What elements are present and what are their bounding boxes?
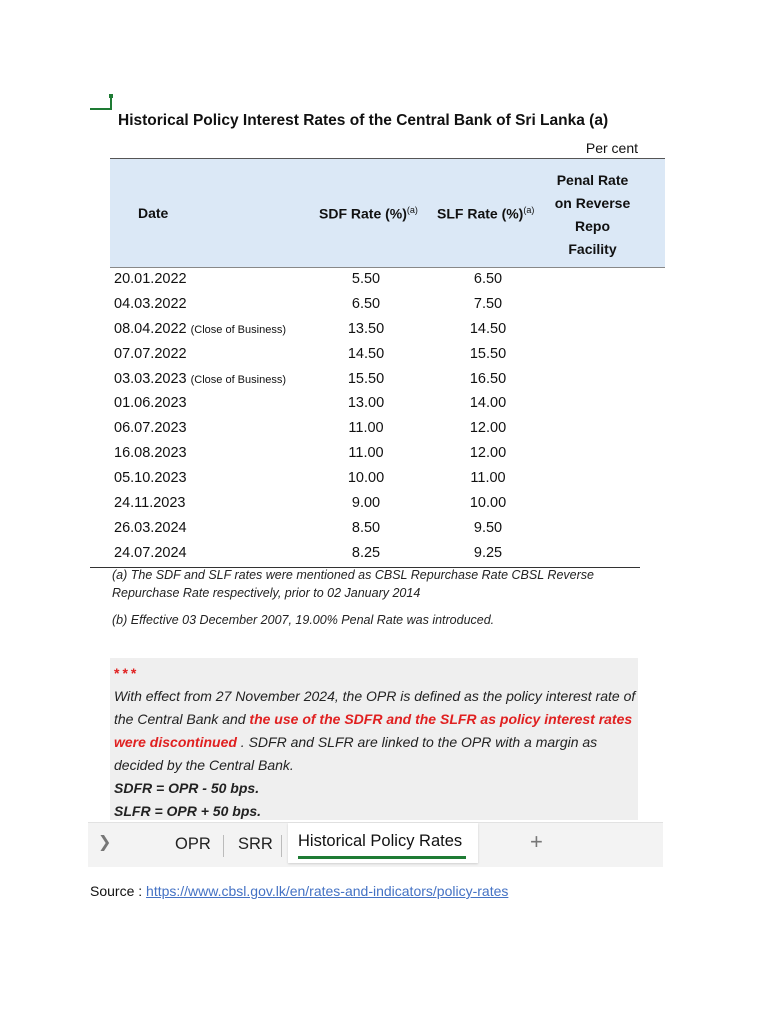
policy-notice: [110, 658, 638, 820]
cell-date: 03.03.2023 (Close of Business): [114, 370, 286, 387]
plus-icon[interactable]: +: [530, 829, 543, 854]
cell-date: 01.06.2023: [114, 395, 187, 412]
formula-slfr: SLFR = OPR + 50 bps.: [114, 803, 262, 819]
cell-date: 26.03.2024: [114, 519, 187, 536]
header-penal-rate: Penal Rate on Reverse Repo Facility: [554, 172, 631, 257]
header-slf-rate: SLF Rate (%)$^{(a)}$: [437, 205, 535, 222]
cell-date: 04.03.2022: [114, 295, 187, 312]
tab-opr[interactable]: OPR: [175, 835, 211, 853]
table-row[interactable]: [90, 492, 640, 517]
cell-date: 16.08.2023: [114, 445, 187, 462]
cell-sdf: 11.00: [348, 420, 384, 437]
footnote-b: (b) Effective 03 December 2007, 19.00% Penal Rate was introduced.: [112, 613, 495, 627]
header-sdf-rate: SDF Rate (%)$^{(a)}$: [319, 205, 418, 222]
table-row[interactable]: [90, 368, 640, 393]
table-title: Historical Policy Interest Rates of the Central Bank of Sri Lanka (a): [118, 112, 609, 129]
cell-date: 07.07.2022: [114, 345, 187, 362]
cell-sdf: 10.00: [347, 470, 385, 487]
table-row[interactable]: [90, 293, 640, 318]
cell-sdf: 9.00: [351, 495, 381, 512]
table-body: [90, 268, 640, 568]
cell-slf: 6.50: [473, 271, 503, 287]
tab-srr[interactable]: SRR: [238, 835, 273, 853]
tab-historical-policy-rates[interactable]: [288, 823, 478, 863]
header-date: Date: [138, 205, 169, 221]
cell-slf: 9.25: [473, 544, 503, 561]
table-row[interactable]: [90, 417, 640, 442]
table-row[interactable]: [90, 517, 640, 542]
cell-date: 20.01.2022: [114, 271, 187, 287]
cell-cursor-marker: [90, 94, 114, 110]
cell-slf: 10.00: [469, 495, 507, 512]
cell-slf: 15.50: [469, 345, 507, 362]
cell-date: 24.07.2024: [114, 544, 187, 561]
source-line: [90, 883, 508, 899]
table-row[interactable]: [90, 268, 640, 293]
table-row[interactable]: [90, 392, 640, 417]
notice-highlight: the use of the SDFR and the SLFR as policy interest rates were discontinued: [114, 711, 633, 750]
notice-text: With effect from 27 November 2024, the OPR is defined as the policy interest rate of the Central Bank and the use of the SDFR and the SLFR as policy interest rates were discontinued . SDFR and SLFR are linked to the OPR with a margin as decided by the Central Bank.: [114, 688, 636, 773]
footnote-a: (a) The SDF and SLF rates were mentioned as CBSL Repurchase Rate CBSL Reverse Repurchase Rate respectively, prior to 02 January 2014: [112, 568, 594, 600]
formula-sdfr: SDFR = OPR - 50 bps.: [114, 780, 260, 796]
cell-date: 08.04.2022 (Close of Business): [114, 320, 286, 337]
cell-sdf: 15.50: [347, 370, 385, 387]
table-row[interactable]: [90, 442, 640, 467]
cell-slf: 9.50: [473, 519, 503, 536]
unit-label: Per cent: [585, 140, 638, 156]
source-link[interactable]: https://www.cbsl.gov.lk/en/rates-and-indicators/policy-rates: [146, 883, 509, 899]
cell-slf: 12.00: [469, 445, 507, 462]
active-tab-indicator: [298, 856, 466, 859]
table-row[interactable]: [90, 343, 640, 368]
cell-sdf: 13.00: [347, 395, 385, 412]
cell-sdf: 8.25: [351, 544, 381, 561]
cell-slf: 11.00: [470, 470, 506, 487]
tab-active-label: Historical Policy Rates: [298, 832, 463, 850]
table-row[interactable]: [90, 318, 640, 343]
cell-slf: 14.50: [469, 320, 507, 337]
cell-slf: 12.00: [469, 420, 507, 437]
sheet-tab-bar: [88, 822, 663, 867]
cell-slf: 14.00: [469, 395, 507, 412]
cell-sdf: 14.50: [347, 345, 385, 362]
table-row[interactable]: [90, 542, 640, 567]
cell-sdf: 13.50: [347, 320, 385, 337]
asterisks: ***: [114, 665, 140, 681]
table-row[interactable]: [90, 467, 640, 492]
cell-sdf: 11.00: [348, 445, 384, 462]
cell-sdf: 5.50: [351, 271, 381, 287]
chevron-right-icon[interactable]: ❯: [98, 834, 112, 851]
cell-date: 24.11.2023: [114, 495, 186, 512]
source-label: Source :: [90, 883, 147, 899]
cell-sdf: 8.50: [351, 519, 381, 536]
cell-slf: 7.50: [473, 295, 503, 312]
cell-slf: 16.50: [469, 370, 507, 387]
table-header: [110, 158, 665, 268]
cell-date: 05.10.2023: [114, 470, 187, 487]
cell-sdf: 6.50: [351, 295, 381, 312]
cell-date: 06.07.2023: [114, 420, 187, 437]
